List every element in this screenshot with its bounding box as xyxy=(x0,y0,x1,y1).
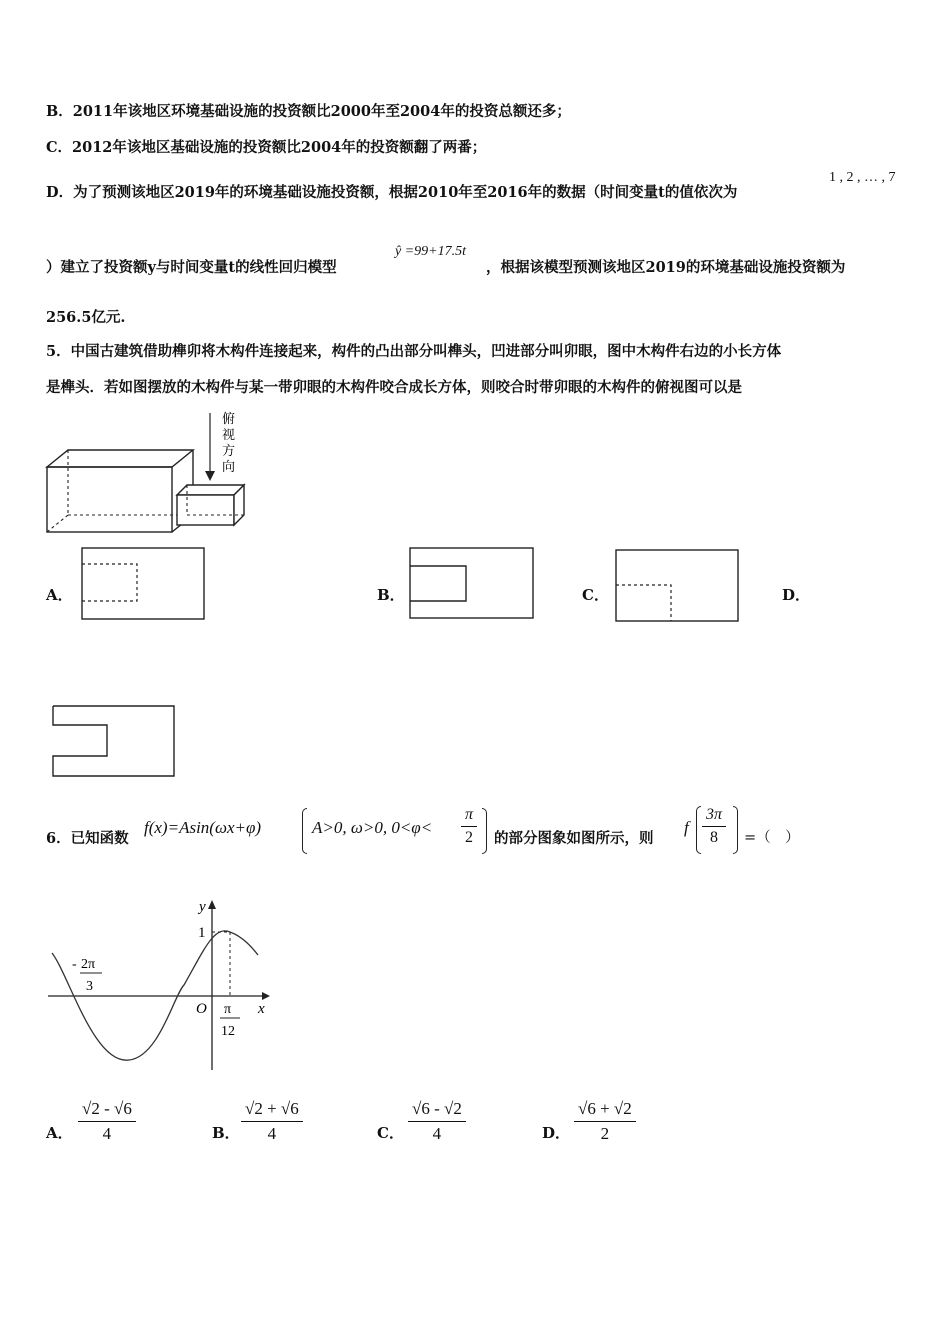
q6-three-pi-over-8 xyxy=(702,806,726,847)
q5-option-b-label: B． xyxy=(377,586,405,604)
big-box-front xyxy=(47,467,172,532)
q5-option-d-label: D． xyxy=(782,586,811,604)
q6-f-right-paren xyxy=(733,806,738,854)
tenon-front xyxy=(177,495,234,525)
q5-option-d-view xyxy=(49,704,181,780)
q6-suffix: 的部分图象如图所示，则 xyxy=(494,830,654,847)
q4-option-d-part2: ）建立了投资额y与时间变量t的线性回归模型 xyxy=(46,259,337,276)
q5-text-line1: 5．中国古建筑借助榫卯将木构件连接起来，构件的凸出部分叫榫头，凹进部分叫卯眼，图中木构件右边的小长方体 xyxy=(46,343,782,360)
y-axis-arrow xyxy=(208,900,216,909)
q6-option-b-label: B． xyxy=(212,1124,240,1142)
view-char-1: 俯 xyxy=(222,411,236,426)
q4-option-d-part4: 256.5亿元. xyxy=(46,309,126,326)
q6-equals-blank: =（ ） xyxy=(744,830,800,846)
x-label: x xyxy=(258,1001,265,1017)
neg-three: 3 xyxy=(86,979,93,994)
q6-function: f(x)=Asin(ωx+φ) xyxy=(144,818,262,837)
q5-option-a-view xyxy=(80,546,208,622)
view-arrow-head xyxy=(205,471,215,481)
one-label: 1 xyxy=(198,925,206,941)
q5-option-c-view xyxy=(614,548,742,624)
q6-sine-graph xyxy=(44,895,274,1075)
q5-component-figure xyxy=(40,405,270,540)
q6-option-b-value xyxy=(241,1099,303,1144)
q6-pi-over-2 xyxy=(461,806,477,847)
q6-option-c-label: C． xyxy=(377,1124,404,1142)
y-label: y xyxy=(199,899,206,915)
big-box-top xyxy=(47,450,193,467)
q4-option-b: B．2011年该地区环境基础设施的投资额比2000年至2004年的投资总额还多； xyxy=(46,103,571,120)
q6-option-b-num: √2 + √6 xyxy=(241,1099,303,1122)
q6-option-a-value xyxy=(78,1099,136,1144)
q6-option-d-label: D． xyxy=(542,1124,571,1142)
q4-regression-model: ŷ =99+17.5t xyxy=(395,244,466,259)
q6-three-pi: 3π xyxy=(702,806,726,827)
q6-pi: π xyxy=(461,806,477,827)
q6-prefix: 6．已知函数 xyxy=(46,830,129,847)
q4-option-d-part1: D．为了预测该地区2019年的环境基础设施投资额，根据2010年至2016年的数据（时间变量t的值依次为 xyxy=(46,184,738,201)
q6-condition: A>0, ω>0, 0<φ< xyxy=(312,818,433,837)
q4-option-c: C．2012年该地区基础设施的投资额比2004年的投资额翻了两番； xyxy=(46,139,487,156)
q5-text-line2: 是榫头．若如图摆放的木构件与某一带卯眼的木构件咬合成长方体，则咬合时带卯眼的木构件的俯视图可以是 xyxy=(46,379,742,396)
q6-option-d-num: √6 + √2 xyxy=(574,1099,636,1122)
q6-option-c-den: 4 xyxy=(432,1124,442,1143)
q6-option-a-label: A． xyxy=(46,1124,73,1142)
view-char-3: 方 xyxy=(222,443,236,458)
q6-left-paren xyxy=(302,808,307,854)
q6-right-paren xyxy=(482,808,487,854)
q5-option-c-label: C． xyxy=(582,586,609,604)
q6-option-c-num: √6 - √2 xyxy=(408,1099,466,1122)
neg-minus: - xyxy=(72,957,77,972)
neg-2pi: 2π xyxy=(81,957,96,972)
view-char-4: 向 xyxy=(222,459,236,474)
q6-two: 2 xyxy=(465,829,473,846)
q6-f-left-paren xyxy=(696,806,701,854)
q5-option-a-label: A． xyxy=(46,586,73,604)
view-char-2: 视 xyxy=(222,427,236,442)
q4-time-sequence: 1 , 2 , … , 7 xyxy=(829,170,896,185)
pi-label: π xyxy=(224,1002,232,1017)
x-axis-arrow xyxy=(262,992,270,1000)
q6-option-c-value xyxy=(408,1099,466,1144)
origin-label: O xyxy=(196,1001,207,1017)
q6-option-a-num: √2 - √6 xyxy=(78,1099,136,1122)
q6-option-a-den: 4 xyxy=(102,1124,112,1143)
q5-option-b-view xyxy=(408,546,536,622)
q6-f: f xyxy=(684,818,689,837)
q6-option-d-den: 2 xyxy=(600,1124,610,1143)
q6-eight: 8 xyxy=(710,829,718,846)
twelve-label: 12 xyxy=(221,1024,235,1039)
q6-option-d-value xyxy=(574,1099,636,1144)
q6-option-b-den: 4 xyxy=(267,1124,277,1143)
q4-option-d-part3: ，根据该模型预测该地区2019的环境基础设施投资额为 xyxy=(486,259,846,276)
